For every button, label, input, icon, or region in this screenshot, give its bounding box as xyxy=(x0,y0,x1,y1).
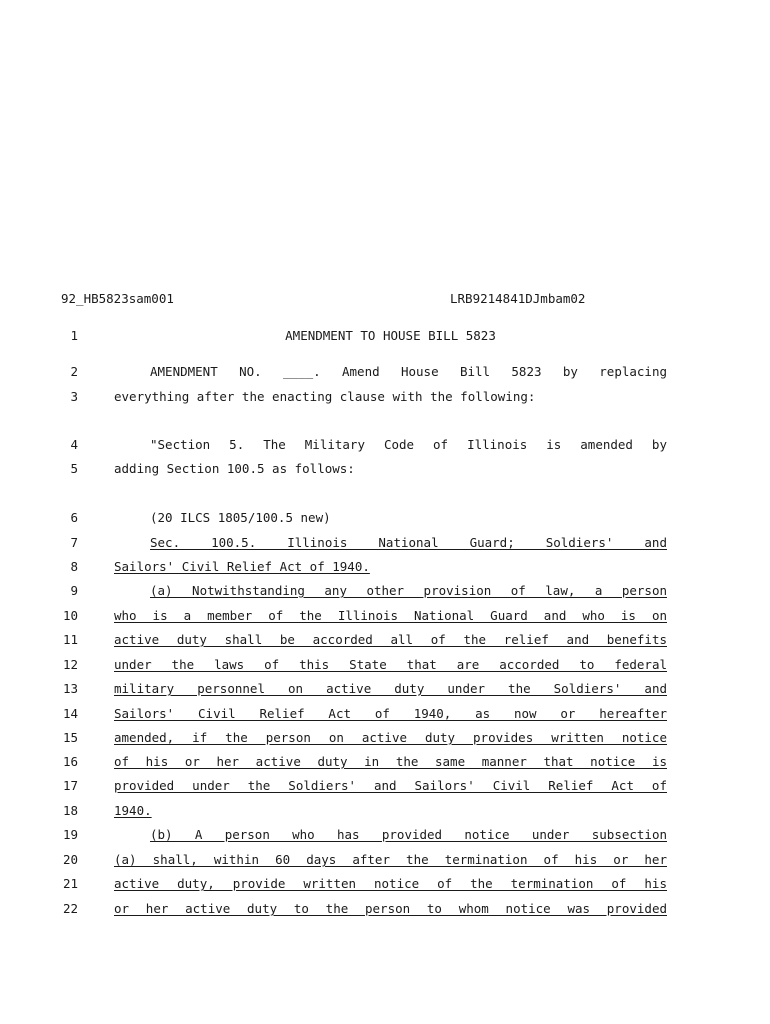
line-number: 21 xyxy=(62,876,78,891)
lrb-number: LRB9214841DJmbam02 xyxy=(450,291,586,306)
line-number: 7 xyxy=(70,535,78,550)
inserted-text-line: (a) Notwithstanding any other provision of law, a person xyxy=(150,583,667,598)
line-number: 18 xyxy=(62,803,78,818)
inserted-text-line: who is a member of the Illinois National Guard and who is on xyxy=(114,608,667,623)
text-line: everything after the enacting clause with the following: xyxy=(114,389,536,404)
document-id: 92_HB5823sam001 xyxy=(61,291,174,306)
line-number: 19 xyxy=(62,827,78,842)
inserted-text-line: or her active duty to the person to whom notice was provided xyxy=(114,901,667,916)
line-number: 1 xyxy=(70,328,78,343)
line-number: 6 xyxy=(70,510,78,525)
amendment-title: AMENDMENT TO HOUSE BILL 5823 xyxy=(285,328,496,343)
line-number: 22 xyxy=(62,901,78,916)
text-line: adding Section 100.5 as follows: xyxy=(114,461,355,476)
inserted-text-line: amended, if the person on active duty provides written notice xyxy=(114,730,667,745)
inserted-text-line: active duty shall be accorded all of the relief and benefits xyxy=(114,632,667,647)
line-number: 4 xyxy=(70,437,78,452)
inserted-text-line: military personnel on active duty under the Soldiers' and xyxy=(114,681,667,696)
line-number: 20 xyxy=(62,852,78,867)
line-number: 11 xyxy=(62,632,78,647)
inserted-text-line: active duty, provide written notice of the termination of his xyxy=(114,876,667,891)
line-number: 17 xyxy=(62,778,78,793)
line-number: 13 xyxy=(62,681,78,696)
inserted-text-line: Sailors' Civil Relief Act of 1940, as now or hereafter xyxy=(114,706,667,721)
inserted-text-line: under the laws of this State that are accorded to federal xyxy=(114,657,667,672)
line-number: 14 xyxy=(62,706,78,721)
line-number: 12 xyxy=(62,657,78,672)
line-number: 10 xyxy=(62,608,78,623)
line-number: 8 xyxy=(70,559,78,574)
inserted-text-line: (a) shall, within 60 days after the termination of his or her xyxy=(114,852,667,867)
line-number: 9 xyxy=(70,583,78,598)
text-line: AMENDMENT NO. ____. Amend House Bill 5823 by replacing xyxy=(150,364,667,379)
inserted-text-line: provided under the Soldiers' and Sailors' Civil Relief Act of xyxy=(114,778,667,793)
inserted-text-line: 1940. xyxy=(114,803,152,818)
inserted-text-line: (b) A person who has provided notice under subsection xyxy=(150,827,667,842)
line-number: 15 xyxy=(62,730,78,745)
inserted-text-line: of his or her active duty in the same manner that notice is xyxy=(114,754,667,769)
inserted-text-line: Sailors' Civil Relief Act of 1940. xyxy=(114,559,370,574)
text-line: "Section 5. The Military Code of Illinois is amended by xyxy=(150,437,667,452)
line-number: 2 xyxy=(70,364,78,379)
line-number: 16 xyxy=(62,754,78,769)
line-number: 3 xyxy=(70,389,78,404)
inserted-text-line: Sec. 100.5. Illinois National Guard; Soldiers' and xyxy=(150,535,667,550)
line-number: 5 xyxy=(70,461,78,476)
citation-line: (20 ILCS 1805/100.5 new) xyxy=(150,510,331,525)
